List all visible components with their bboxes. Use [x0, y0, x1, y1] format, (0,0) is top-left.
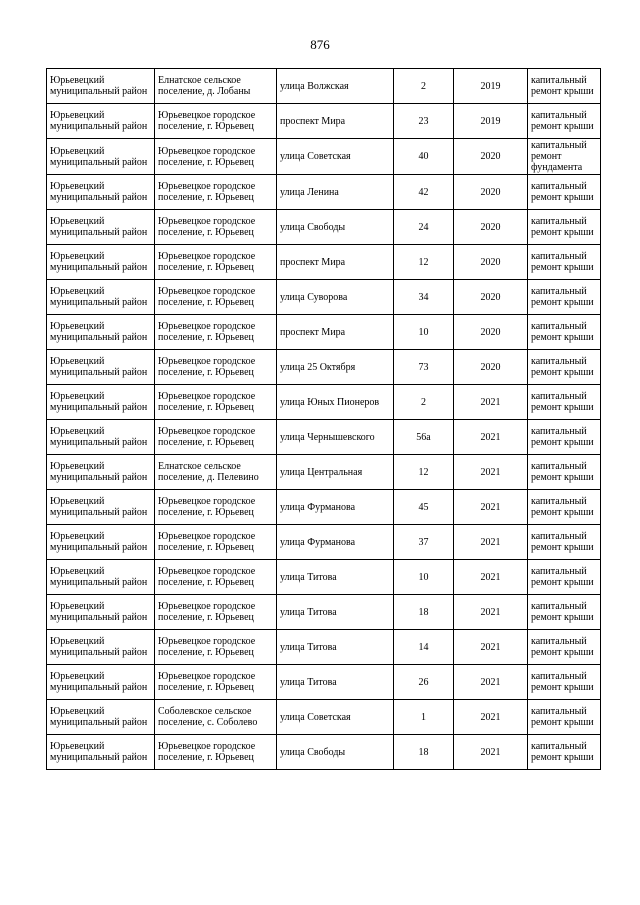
year-cell: 2021 [454, 455, 528, 490]
district-cell: Юрьевецкий муниципальный район [47, 630, 155, 665]
district-cell: Юрьевецкий муниципальный район [47, 210, 155, 245]
district-cell: Юрьевецкий муниципальный район [47, 700, 155, 735]
settlement-cell: Елнатское сельское поселение, д. Пелевино [155, 455, 277, 490]
year-cell: 2020 [454, 315, 528, 350]
house-number-cell: 40 [394, 139, 454, 175]
house-number-cell: 56а [394, 420, 454, 455]
year-cell: 2021 [454, 525, 528, 560]
district-cell: Юрьевецкий муниципальный район [47, 595, 155, 630]
house-number-cell: 24 [394, 210, 454, 245]
table-row [47, 104, 601, 139]
house-number-cell: 2 [394, 385, 454, 420]
table-row [47, 210, 601, 245]
house-number-cell: 2 [394, 69, 454, 104]
year-cell: 2020 [454, 175, 528, 210]
year-cell: 2021 [454, 630, 528, 665]
street-cell: улица Суворова [277, 280, 394, 315]
district-cell: Юрьевецкий муниципальный район [47, 69, 155, 104]
district-cell: Юрьевецкий муниципальный район [47, 525, 155, 560]
work-type-cell: капитальный ремонт крыши [528, 595, 601, 630]
year-cell: 2021 [454, 735, 528, 770]
settlement-cell: Юрьевецкое городское поселение, г. Юрьевец [155, 735, 277, 770]
housing-repair-table [46, 68, 601, 770]
district-cell: Юрьевецкий муниципальный район [47, 420, 155, 455]
work-type-cell: капитальный ремонт фундамента [528, 139, 601, 175]
settlement-cell: Юрьевецкое городское поселение, г. Юрьевец [155, 385, 277, 420]
street-cell: улица Фурманова [277, 490, 394, 525]
table-body [47, 69, 601, 770]
street-cell: улица Советская [277, 700, 394, 735]
settlement-cell: Соболевское сельское поселение, с. Соболево [155, 700, 277, 735]
work-type-cell: капитальный ремонт крыши [528, 735, 601, 770]
house-number-cell: 73 [394, 350, 454, 385]
year-cell: 2020 [454, 280, 528, 315]
district-cell: Юрьевецкий муниципальный район [47, 139, 155, 175]
work-type-cell: капитальный ремонт крыши [528, 280, 601, 315]
table-row [47, 560, 601, 595]
table-row [47, 665, 601, 700]
table-row [47, 595, 601, 630]
house-number-cell: 1 [394, 700, 454, 735]
work-type-cell: капитальный ремонт крыши [528, 525, 601, 560]
year-cell: 2020 [454, 210, 528, 245]
table-row [47, 350, 601, 385]
work-type-cell: капитальный ремонт крыши [528, 350, 601, 385]
street-cell: проспект Мира [277, 245, 394, 280]
street-cell: улица Советская [277, 139, 394, 175]
table-row [47, 280, 601, 315]
street-cell: проспект Мира [277, 104, 394, 139]
street-cell: улица 25 Октября [277, 350, 394, 385]
year-cell: 2021 [454, 490, 528, 525]
table-row [47, 315, 601, 350]
work-type-cell: капитальный ремонт крыши [528, 560, 601, 595]
table-row [47, 245, 601, 280]
table-row [47, 700, 601, 735]
year-cell: 2020 [454, 350, 528, 385]
table-row [47, 69, 601, 104]
settlement-cell: Юрьевецкое городское поселение, г. Юрьевец [155, 630, 277, 665]
settlement-cell: Юрьевецкое городское поселение, г. Юрьевец [155, 139, 277, 175]
house-number-cell: 18 [394, 595, 454, 630]
year-cell: 2021 [454, 560, 528, 595]
house-number-cell: 37 [394, 525, 454, 560]
street-cell: проспект Мира [277, 315, 394, 350]
street-cell: улица Свободы [277, 210, 394, 245]
table-row [47, 490, 601, 525]
settlement-cell: Юрьевецкое городское поселение, г. Юрьевец [155, 245, 277, 280]
street-cell: улица Титова [277, 665, 394, 700]
street-cell: улица Фурманова [277, 525, 394, 560]
settlement-cell: Юрьевецкое городское поселение, г. Юрьевец [155, 490, 277, 525]
table-row [47, 630, 601, 665]
house-number-cell: 42 [394, 175, 454, 210]
district-cell: Юрьевецкий муниципальный район [47, 385, 155, 420]
district-cell: Юрьевецкий муниципальный район [47, 735, 155, 770]
work-type-cell: капитальный ремонт крыши [528, 315, 601, 350]
house-number-cell: 10 [394, 560, 454, 595]
settlement-cell: Юрьевецкое городское поселение, г. Юрьевец [155, 420, 277, 455]
table-row [47, 735, 601, 770]
house-number-cell: 34 [394, 280, 454, 315]
work-type-cell: капитальный ремонт крыши [528, 700, 601, 735]
house-number-cell: 10 [394, 315, 454, 350]
work-type-cell: капитальный ремонт крыши [528, 455, 601, 490]
house-number-cell: 23 [394, 104, 454, 139]
street-cell: улица Свободы [277, 735, 394, 770]
settlement-cell: Юрьевецкое городское поселение, г. Юрьевец [155, 175, 277, 210]
settlement-cell: Юрьевецкое городское поселение, г. Юрьевец [155, 665, 277, 700]
district-cell: Юрьевецкий муниципальный район [47, 104, 155, 139]
district-cell: Юрьевецкий муниципальный район [47, 490, 155, 525]
street-cell: улица Чернышевского [277, 420, 394, 455]
work-type-cell: капитальный ремонт крыши [528, 210, 601, 245]
table-row [47, 525, 601, 560]
year-cell: 2021 [454, 665, 528, 700]
settlement-cell: Юрьевецкое городское поселение, г. Юрьевец [155, 525, 277, 560]
work-type-cell: капитальный ремонт крыши [528, 69, 601, 104]
street-cell: улица Титова [277, 560, 394, 595]
house-number-cell: 12 [394, 455, 454, 490]
settlement-cell: Юрьевецкое городское поселение, г. Юрьевец [155, 315, 277, 350]
year-cell: 2019 [454, 69, 528, 104]
work-type-cell: капитальный ремонт крыши [528, 245, 601, 280]
work-type-cell: капитальный ремонт крыши [528, 665, 601, 700]
street-cell: улица Волжская [277, 69, 394, 104]
settlement-cell: Юрьевецкое городское поселение, г. Юрьевец [155, 350, 277, 385]
table-row [47, 175, 601, 210]
street-cell: улица Титова [277, 595, 394, 630]
year-cell: 2020 [454, 139, 528, 175]
work-type-cell: капитальный ремонт крыши [528, 490, 601, 525]
page-number: 876 [310, 37, 330, 52]
district-cell: Юрьевецкий муниципальный район [47, 245, 155, 280]
district-cell: Юрьевецкий муниципальный район [47, 455, 155, 490]
house-number-cell: 45 [394, 490, 454, 525]
settlement-cell: Юрьевецкое городское поселение, г. Юрьевец [155, 280, 277, 315]
settlement-cell: Юрьевецкое городское поселение, г. Юрьевец [155, 210, 277, 245]
work-type-cell: капитальный ремонт крыши [528, 630, 601, 665]
settlement-cell: Юрьевецкое городское поселение, г. Юрьевец [155, 560, 277, 595]
settlement-cell: Юрьевецкое городское поселение, г. Юрьевец [155, 595, 277, 630]
street-cell: улица Юных Пионеров [277, 385, 394, 420]
table-row [47, 139, 601, 175]
settlement-cell: Юрьевецкое городское поселение, г. Юрьевец [155, 104, 277, 139]
house-number-cell: 14 [394, 630, 454, 665]
settlement-cell: Елнатское сельское поселение, д. Лобаны [155, 69, 277, 104]
work-type-cell: капитальный ремонт крыши [528, 385, 601, 420]
table-row [47, 385, 601, 420]
house-number-cell: 18 [394, 735, 454, 770]
district-cell: Юрьевецкий муниципальный район [47, 280, 155, 315]
street-cell: улица Центральная [277, 455, 394, 490]
street-cell: улица Ленина [277, 175, 394, 210]
house-number-cell: 12 [394, 245, 454, 280]
work-type-cell: капитальный ремонт крыши [528, 420, 601, 455]
work-type-cell: капитальный ремонт крыши [528, 104, 601, 139]
year-cell: 2021 [454, 700, 528, 735]
year-cell: 2021 [454, 420, 528, 455]
table-row [47, 455, 601, 490]
district-cell: Юрьевецкий муниципальный район [47, 175, 155, 210]
year-cell: 2021 [454, 385, 528, 420]
district-cell: Юрьевецкий муниципальный район [47, 560, 155, 595]
district-cell: Юрьевецкий муниципальный район [47, 665, 155, 700]
year-cell: 2020 [454, 245, 528, 280]
work-type-cell: капитальный ремонт крыши [528, 175, 601, 210]
table-row [47, 420, 601, 455]
house-number-cell: 26 [394, 665, 454, 700]
year-cell: 2019 [454, 104, 528, 139]
year-cell: 2021 [454, 595, 528, 630]
district-cell: Юрьевецкий муниципальный район [47, 350, 155, 385]
district-cell: Юрьевецкий муниципальный район [47, 315, 155, 350]
street-cell: улица Титова [277, 630, 394, 665]
